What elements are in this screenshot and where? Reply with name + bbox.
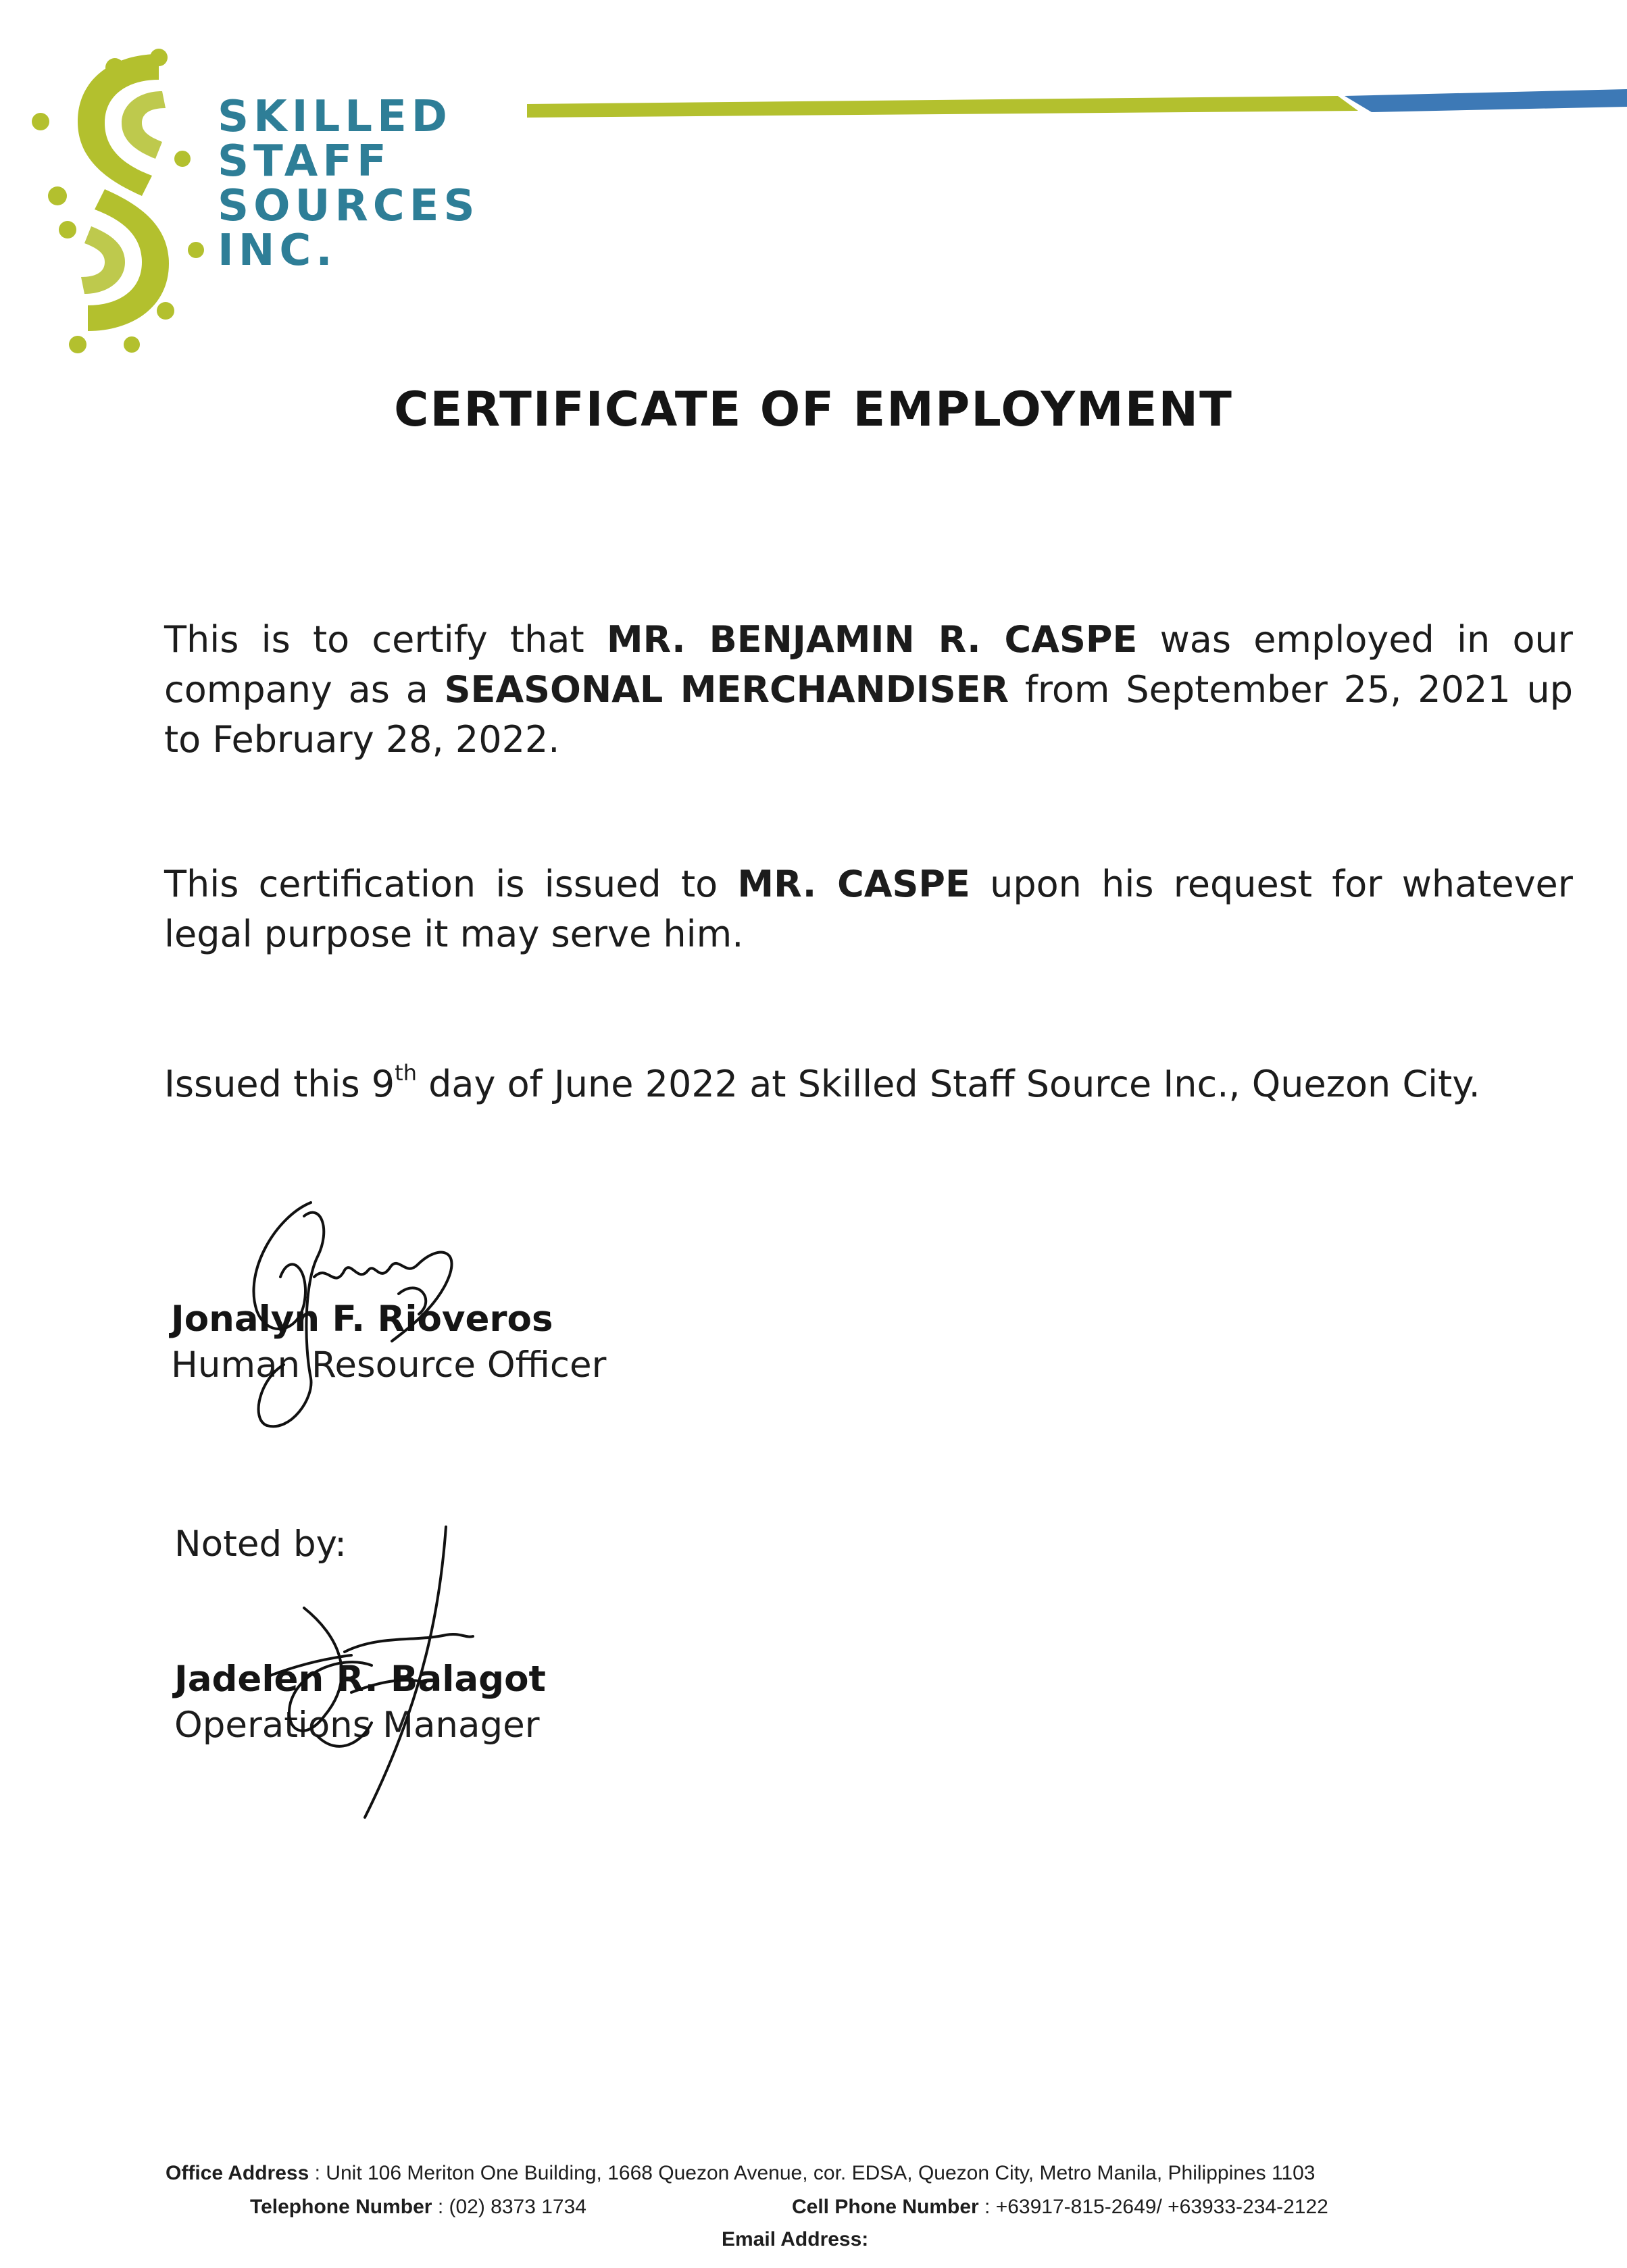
company-logo-icon: [14, 27, 216, 365]
purpose-paragraph: [164, 859, 1573, 959]
email-label: Email Address:: [722, 2228, 869, 2250]
employee-position: SEASONAL MERCHANDISER: [444, 668, 1009, 711]
p1-intro-text: This is to certify that: [164, 618, 607, 661]
employee-full-name: MR. BENJAMIN R. CASPE: [606, 618, 1138, 661]
purpose-text: upon his request for whatever legal purpose it may serve him.: [164, 863, 1573, 955]
footer-email: [722, 2228, 868, 2251]
footer-office-address: [166, 2162, 1315, 2185]
p1-middle-text: was employed in our company as a: [164, 618, 1573, 711]
noted-by-label: Noted by:: [174, 1523, 347, 1565]
telephone-value: : (02) 8373 1734: [432, 2196, 586, 2218]
office-address-label: Office Address: [166, 2162, 309, 2184]
hr-officer-title: Human Resource Officer: [171, 1344, 607, 1386]
operations-manager-name: Jadelen R. Balagot: [174, 1659, 546, 1700]
document-title: CERTIFICATE OF EMPLOYMENT: [394, 382, 1233, 437]
footer-cell-phone: [792, 2196, 1328, 2219]
cell-phone-value: : +63917-815-2649/ +63933-234-2122: [978, 2196, 1328, 2218]
issued-place-text: day of June 2022 at Skilled Staff Source Inc., Quezon City.: [416, 1063, 1480, 1105]
telephone-label: Telephone Number: [250, 2196, 432, 2218]
company-name-line-1: SKILLED: [218, 92, 452, 142]
employee-short-name: MR. CASPE: [737, 863, 970, 905]
company-name-line-4: INC.: [218, 226, 337, 276]
certification-paragraph: [164, 615, 1573, 765]
issued-date-paragraph: [164, 1059, 1573, 1109]
header-accent-bar: [527, 86, 1627, 127]
company-name-line-2: STAFF: [218, 136, 391, 186]
employment-period-text: from September 25, 2021 up to February 28, 2022.: [164, 668, 1573, 761]
p2-intro-text: This certification is issued to: [164, 863, 738, 905]
hr-officer-name: Jonalyn F. Rioveros: [171, 1299, 553, 1340]
company-name: [218, 92, 542, 276]
footer-telephone: [250, 2196, 586, 2219]
operations-manager-title: Operations Manager: [174, 1705, 540, 1746]
day-ordinal-suffix: th: [395, 1060, 417, 1086]
company-name-line-3: SOURCES: [218, 181, 480, 231]
office-address-value: : Unit 106 Meriton One Building, 1668 Quezon Avenue, cor. EDSA, Quezon City, Metro Manila, Philippines 1103: [309, 2162, 1316, 2184]
cell-phone-label: Cell Phone Number: [792, 2196, 979, 2218]
issued-intro-text: Issued this 9: [164, 1063, 395, 1105]
